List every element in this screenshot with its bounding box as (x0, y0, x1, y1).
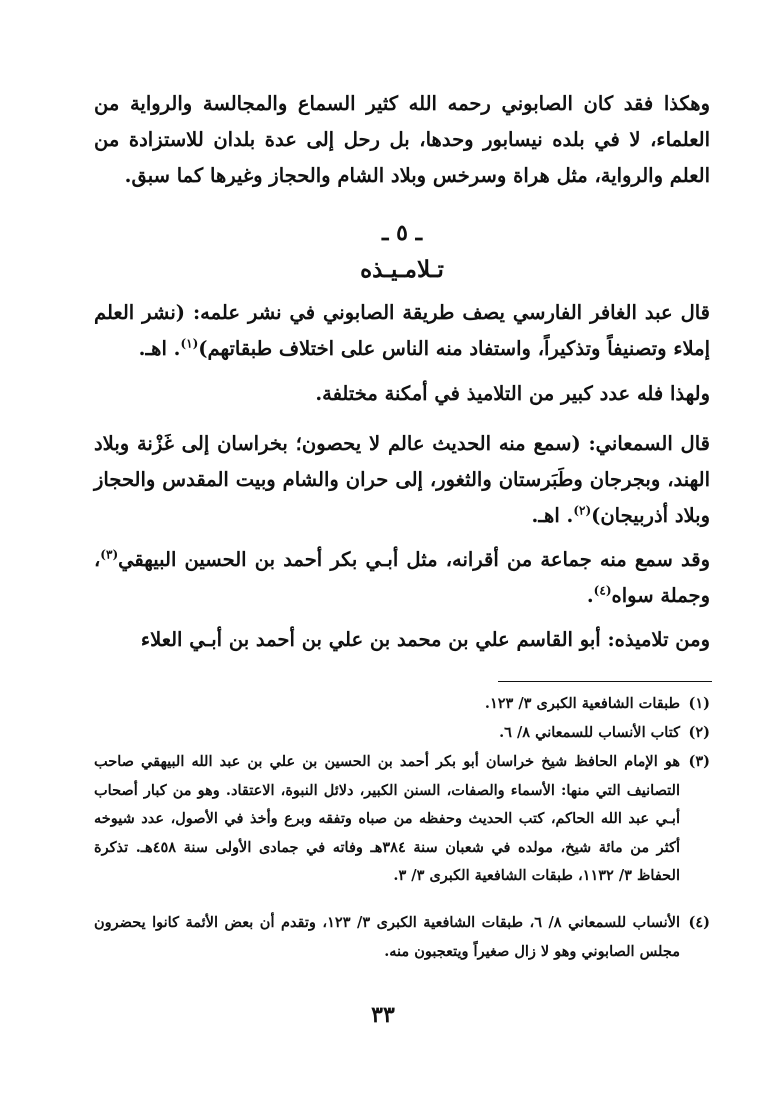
paragraph-samani (94, 426, 710, 534)
page-number: ٣٣ (371, 1002, 395, 1028)
footnote-1-number: (١) (688, 695, 710, 712)
footnote-4 (94, 909, 710, 966)
footnote-ref-1[interactable]: (١) (180, 336, 199, 351)
footnote-3 (94, 748, 710, 891)
footnote-ref-3[interactable]: (٣) (100, 547, 119, 562)
paragraph-samani-text: قال السمعاني: (سمع منه الحديث عالم لا يحصون؛ بخراسان إلى غَزْنة وبلاد الهند، وبجرجان وطَبَرستان والثغور، إلى حران والشام وبيت المقدس والحجاز وبلاد أذربيجان) (94, 432, 710, 527)
footnote-3-text: هو الإمام الحافظ شيخ خراسان أبو بكر أحمد بن الحسين بن علي بن عبد الله البيهقي صاحب التصانيف التي منها: الأسماء والصفات، السنن الكبير، دلائل النبوة، الاعتقاد. وهو من كبار أصحاب أبـي عبد الله الحاكم، كتب الحديث وحفظه من صباه وتفقه وبرع وأخذ في الأصول، عدد شيوخه أكثر من مائة شيخ، مولده في شعبان سنة ٣٨٤هـ وفاته في جمادى الأولى سنة ٤٥٨هـ. تذكرة الحفاظ ٣/ ١١٣٢، طبقات الشافعية الكبرى ٣/ ٣. (94, 753, 680, 884)
footnote-ref-4[interactable]: (٤) (593, 583, 612, 598)
paragraph-students-count (94, 376, 710, 412)
paragraph-peers-text-a: وقد سمع منه جماعة من أقرانه، مثل أبـي بكر أحمد بن الحسين البيهقي (118, 548, 710, 571)
footnote-2 (94, 719, 710, 748)
paragraph-samani-end: . اهـ. (531, 504, 574, 527)
paragraph-intro (94, 86, 710, 194)
paragraph-abdulghafir (94, 295, 710, 367)
paragraph-intro-text: وهكذا فقد كان الصابوني رحمه الله كثير السماع والمجالسة والرواية من العلماء، لا في بلده نيسابور وحدها، بل رحل إلى عدة بلدان للاستزادة من العلم والرواية، مثل هراة وسرخس وبلاد الشام والحجاز وغيرها كما سبق. (94, 92, 710, 187)
paragraph-students-count-text: ولهذا فله عدد كبير من التلاميذ في أمكنة مختلفة. (315, 382, 710, 405)
footnote-1 (94, 690, 710, 719)
footnote-1-text: طبقات الشافعية الكبرى ٣/ ١٢٣. (484, 695, 680, 712)
footnote-ref-2[interactable]: (٢) (573, 503, 592, 518)
footnote-2-number: (٢) (688, 724, 710, 741)
paragraph-students-list-text: ومن تلاميذه: أبو القاسم علي بن محمد بن علي بن أحمد بن أبـي العلاء (140, 628, 710, 651)
paragraph-abdulghafir-end: . اهـ. (138, 337, 181, 360)
footnote-2-text: كتاب الأنساب للسمعاني ٨/ ٦. (499, 724, 680, 741)
section-number: ـ ٥ ـ (381, 220, 423, 246)
paragraph-peers-end: . (586, 584, 594, 607)
footnote-divider (498, 681, 712, 682)
paragraph-students-list (94, 622, 710, 658)
footnote-4-number: (٤) (688, 914, 710, 931)
paragraph-peers-text-b: ، وجملة سواه (94, 548, 710, 607)
paragraph-peers (94, 542, 710, 614)
footnote-3-number: (٣) (688, 753, 710, 770)
paragraph-abdulghafir-text: قال عبد الغافر الفارسي يصف طريقة الصابوني في نشر علمه: (نشر العلم إملاء وتصنيفاً وتذكيراً، واستفاد منه الناس على اختلاف طبقاتهم) (94, 301, 710, 360)
footnote-4-text: الأنساب للسمعاني ٨/ ٦، طبقات الشافعية الكبرى ٣/ ١٢٣، وتقدم أن بعض الأئمة كانوا يحضرون مجلس الصابوني وهو لا زال صغيراً ويتعجبون منه. (94, 914, 681, 960)
section-title: تـلامـيـذه (360, 256, 444, 283)
